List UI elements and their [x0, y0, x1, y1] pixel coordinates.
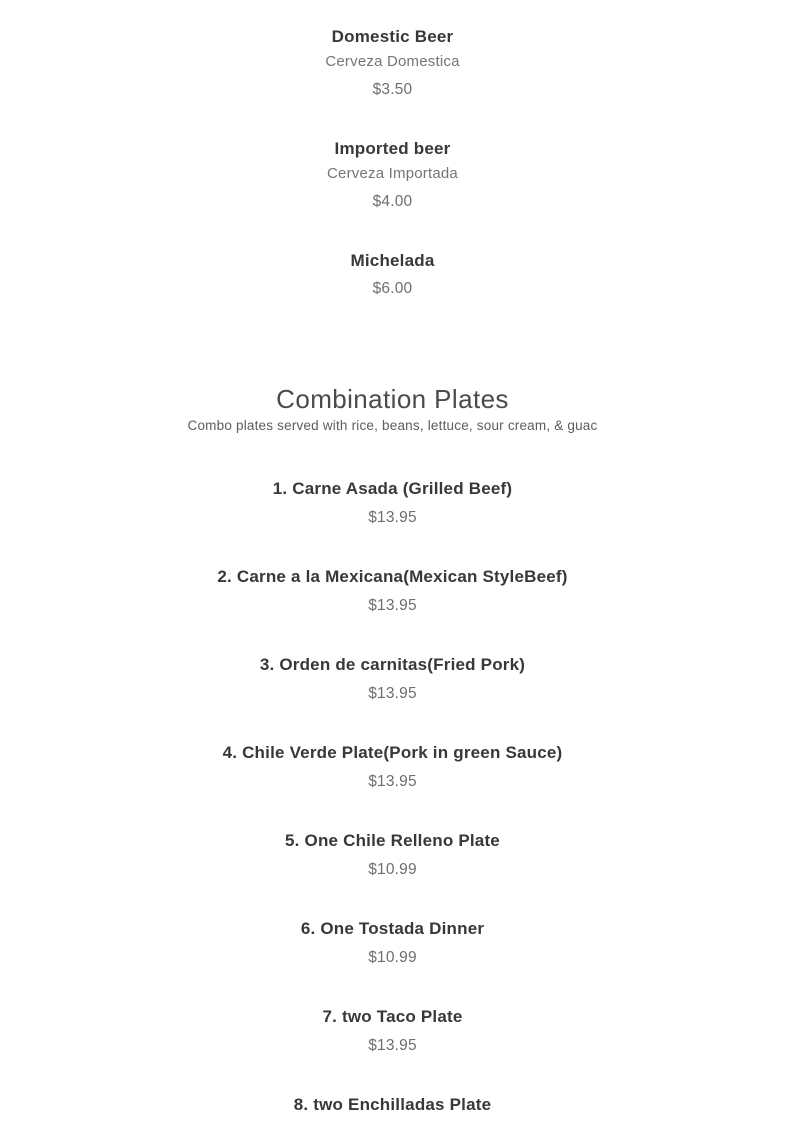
item-price: $13.95 [368, 773, 417, 790]
item-price: $10.99 [368, 949, 417, 966]
item-price: $13.95 [368, 685, 417, 702]
item-name: 5. One Chile Relleno Plate [285, 831, 500, 850]
beer-section [0, 25, 785, 301]
item-price: $13.95 [368, 1037, 417, 1054]
item-name: 2. Carne a la Mexicana(Mexican StyleBeef) [217, 567, 568, 586]
item-name: 8. two Enchilladas Plate [293, 1095, 492, 1114]
item-name: 4. Chile Verde Plate(Pork in green Sauce) [222, 743, 563, 762]
menu-item [0, 565, 785, 618]
section-subtitle: Combo plates served with rice, beans, lettuce, sour cream, & guac [187, 418, 598, 433]
item-description: Cerveza Domestica [325, 53, 460, 70]
item-price: $3.50 [372, 81, 413, 98]
menu-item [0, 477, 785, 530]
combination-plates-section [0, 477, 785, 1117]
item-name: 1. Carne Asada (Grilled Beef) [272, 479, 513, 498]
menu-item [0, 249, 785, 301]
item-description: Cerveza Importada [327, 165, 458, 182]
menu-item [0, 741, 785, 794]
section-title: Combination Plates [276, 384, 509, 414]
item-price: $13.95 [368, 509, 417, 526]
item-name: 7. two Taco Plate [322, 1007, 463, 1026]
item-price: $6.00 [372, 280, 413, 297]
section-header [0, 383, 785, 435]
menu-item [0, 917, 785, 970]
menu-item [0, 1005, 785, 1058]
item-name: Michelada [350, 251, 435, 270]
item-name: Imported beer [334, 139, 451, 158]
menu-item [0, 1093, 785, 1117]
menu-item [0, 653, 785, 706]
menu-item [0, 829, 785, 882]
item-price: $4.00 [372, 193, 413, 210]
item-price: $10.99 [368, 861, 417, 878]
menu-item [0, 25, 785, 102]
item-name: 6. One Tostada Dinner [300, 919, 485, 938]
item-name: Domestic Beer [331, 27, 454, 46]
item-name: 3. Orden de carnitas(Fried Pork) [259, 655, 526, 674]
item-price: $13.95 [368, 597, 417, 614]
menu-item [0, 137, 785, 214]
